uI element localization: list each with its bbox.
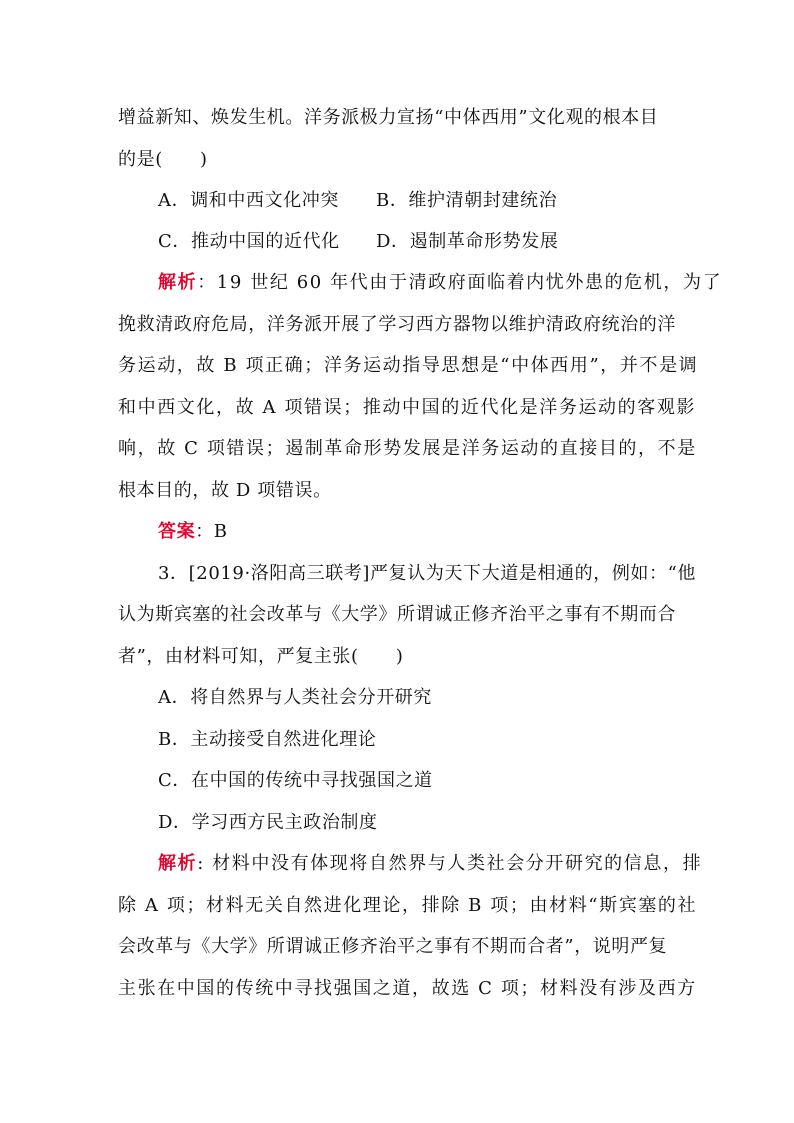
- q2-option-d: D．遏制革命形势发展: [376, 231, 559, 252]
- q3-analysis-line-3: 会改革与《大学》所谓诚正修齐治平之事有不期而合者”，说明严复: [118, 936, 668, 957]
- q2-analysis-text-1: ：19 世纪 60 年代由于清政府面临着内忧外患的危机，为了: [197, 272, 723, 293]
- q2-analysis-line-4: 和中西文化，故 A 项错误；推动中国的近代化是洋务运动的客观影: [118, 397, 697, 418]
- q2-stem-line-2: 的是( ): [118, 149, 208, 170]
- q3-option-c: C．在中国的传统中寻找强国之道: [158, 770, 433, 791]
- q2-answer: [158, 520, 718, 544]
- q2-answer-value: ：B: [195, 521, 228, 542]
- q2-analysis-line-1: [158, 271, 723, 295]
- q2-analysis-line-5: 响，故 C 项错误；遏制革命形势发展是洋务运动的直接目的，不是: [118, 438, 697, 459]
- q3-stem-line-2: 认为斯宾塞的社会改革与《大学》所谓诚正修齐治平之事有不期而合: [118, 604, 676, 625]
- q3-analysis-line-2: 除 A 项；材料无关自然进化理论，排除 B 项；由材料“斯宾塞的社: [118, 895, 698, 916]
- q3-analysis-text-1: : 材料中没有体现将自然界与人类社会分开研究的信息，排: [197, 853, 703, 874]
- q3-option-a: A．将自然界与人类社会分开研究: [158, 687, 432, 708]
- q3-stem-line-1: 3．[2019·洛阳高三联考]严复认为天下大道是相通的，例如：“他: [158, 563, 697, 584]
- q2-analysis-line-6: 根本目的，故 D 项错误。: [118, 480, 332, 501]
- q2-stem-line-1: 增益新知、焕发生机。洋务派极力宣扬“中体西用”文化观的根本目: [118, 107, 659, 128]
- q2-analysis-label: 解析: [158, 272, 198, 293]
- q2-analysis-line-3: 务运动，故 B 项正确；洋务运动指导思想是“中体西用”，并不是调: [118, 355, 699, 376]
- q3-analysis-label: 解析: [158, 853, 198, 874]
- q3-option-b: B．主动接受自然进化理论: [158, 729, 377, 750]
- q2-options-row-2: [158, 230, 718, 254]
- q3-stem-line-3: 者”，由材料可知，严复主张( ): [118, 646, 404, 667]
- q3-analysis-line-1: [158, 852, 718, 876]
- q2-option-a: A．调和中西文化冲突: [158, 190, 339, 211]
- q2-options-row-1: [158, 189, 718, 213]
- q2-option-c: C．推动中国的近代化: [158, 231, 340, 252]
- q3-analysis-line-4: 主张在中国的传统中寻找强国之道，故选 C 项；材料没有涉及西方: [118, 978, 697, 999]
- q3-option-d: D．学习西方民主政治制度: [158, 812, 378, 833]
- q2-answer-label: 答案: [158, 521, 196, 542]
- q2-option-b: B．维护清朝封建统治: [376, 190, 558, 211]
- q2-analysis-line-2: 挽救清政府危局，洋务派开展了学习西方器物以维护清政府统治的洋: [118, 314, 676, 335]
